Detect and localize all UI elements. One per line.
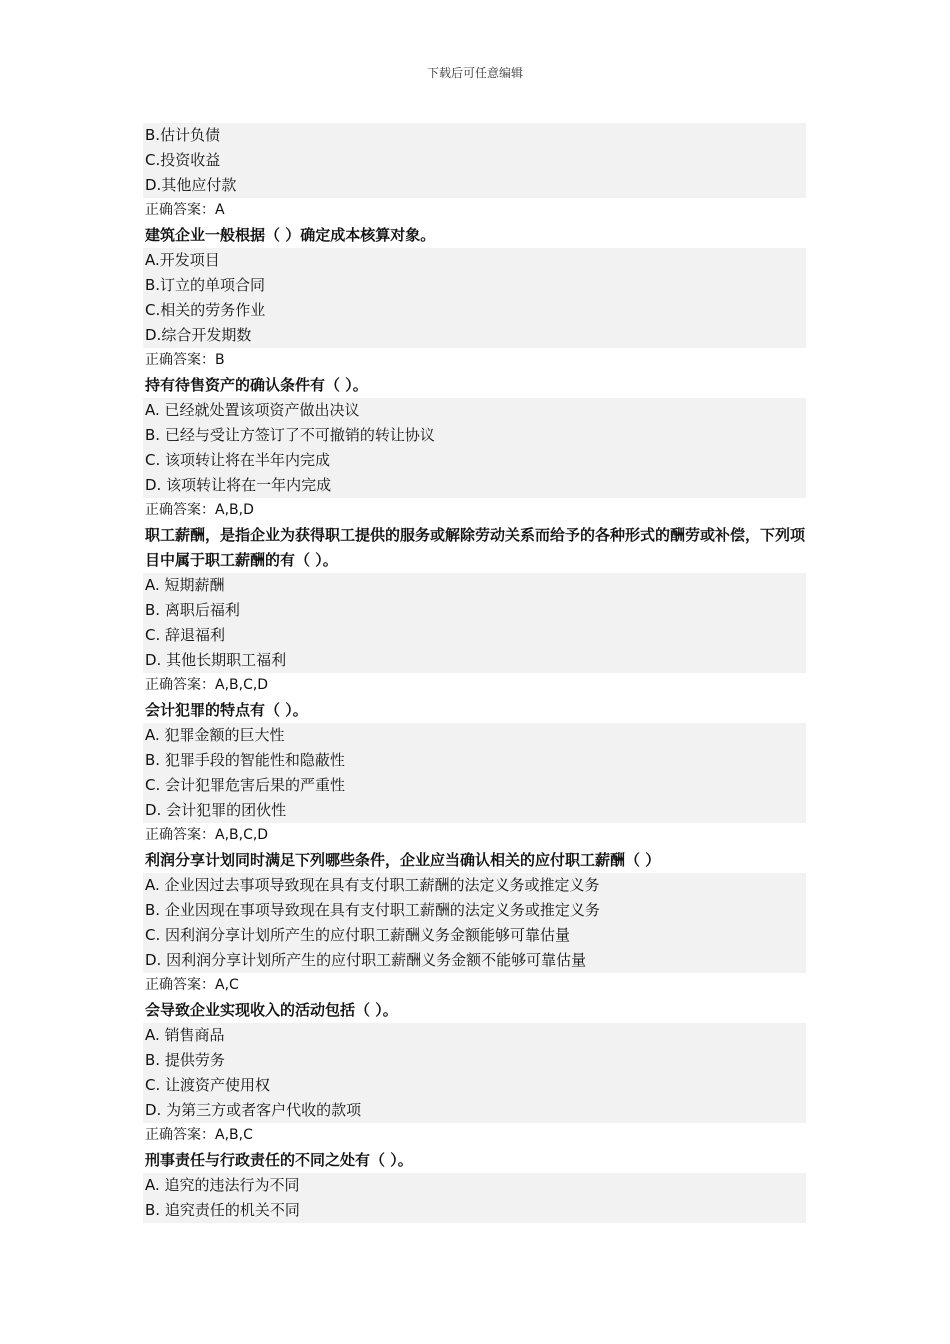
option-item: D. 该项转让将在一年内完成 xyxy=(145,476,332,494)
question-block xyxy=(143,123,806,223)
question-list xyxy=(143,123,806,1223)
options-list xyxy=(143,248,806,348)
options-list xyxy=(143,123,806,198)
question-block xyxy=(143,223,806,373)
options-list xyxy=(143,398,806,498)
question-text: 利润分享计划同时满足下列哪些条件，企业应当确认相关的应付职工薪酬（ ） xyxy=(145,851,661,869)
correct-answer: 正确答案：A,B,C xyxy=(145,1127,253,1143)
option-item: A. 已经就处置该项资产做出决议 xyxy=(145,401,360,419)
correct-answer: 正确答案：A,C xyxy=(145,977,239,993)
option-item: B.订立的单项合同 xyxy=(145,276,266,294)
question-block xyxy=(143,523,806,698)
option-item: C. 因利润分享计划所产生的应付职工薪酬义务金额能够可靠估量 xyxy=(145,926,571,944)
option-item: B. 提供劳务 xyxy=(145,1051,225,1069)
question-block xyxy=(143,373,806,523)
question-text: 持有待售资产的确认条件有（ ）。 xyxy=(145,376,368,394)
options-list xyxy=(143,1023,806,1123)
option-item: B. 犯罪手段的智能性和隐蔽性 xyxy=(145,751,345,769)
options-list xyxy=(143,573,806,673)
question-block xyxy=(143,698,806,848)
options-list xyxy=(143,1173,806,1223)
question-text: 刑事责任与行政责任的不同之处有（ ）。 xyxy=(145,1151,413,1169)
question-block xyxy=(143,848,806,998)
question-block xyxy=(143,998,806,1148)
option-item: B. 离职后福利 xyxy=(145,601,240,619)
option-item: D.综合开发期数 xyxy=(145,326,252,344)
correct-answer: 正确答案：A,B,C,D xyxy=(145,677,269,693)
option-item: D. 会计犯罪的团伙性 xyxy=(145,801,287,819)
option-item: A. 短期薪酬 xyxy=(145,576,225,594)
option-item: D.其他应付款 xyxy=(145,176,237,194)
option-item: D. 因利润分享计划所产生的应付职工薪酬义务金额不能够可靠估量 xyxy=(145,951,587,969)
option-item: A.开发项目 xyxy=(145,251,220,269)
option-item: A. 追究的违法行为不同 xyxy=(145,1176,300,1194)
option-item: C. 会计犯罪危害后果的严重性 xyxy=(145,776,346,794)
option-item: C. 让渡资产使用权 xyxy=(145,1076,271,1094)
options-list xyxy=(143,873,806,973)
correct-answer: 正确答案：B xyxy=(145,352,225,368)
option-item: A. 销售商品 xyxy=(145,1026,225,1044)
question-text: 会导致企业实现收入的活动包括（ ）。 xyxy=(145,1001,398,1019)
question-text: 建筑企业一般根据（ ）确定成本核算对象。 xyxy=(145,226,436,244)
option-item: B. 追究责任的机关不同 xyxy=(145,1201,300,1219)
option-item: D. 其他长期职工福利 xyxy=(145,651,287,669)
option-item: C. 辞退福利 xyxy=(145,626,226,644)
option-item: D. 为第三方或者客户代收的款项 xyxy=(145,1101,362,1119)
question-text: 会计犯罪的特点有（ ）。 xyxy=(145,701,308,719)
option-item: B. 已经与受让方签订了不可撤销的转让协议 xyxy=(145,426,435,444)
options-list xyxy=(143,723,806,823)
option-item: A. 犯罪金额的巨大性 xyxy=(145,726,285,744)
correct-answer: 正确答案：A xyxy=(145,202,225,218)
option-item: C.相关的劳务作业 xyxy=(145,301,266,319)
option-item: B.估计负债 xyxy=(145,126,221,144)
page-header: 下载后可任意编辑 xyxy=(426,66,523,80)
option-item: C. 该项转让将在半年内完成 xyxy=(145,451,331,469)
correct-answer: 正确答案：A,B,C,D xyxy=(145,827,269,843)
option-item: A. 企业因过去事项导致现在具有支付职工薪酬的法定义务或推定义务 xyxy=(145,876,600,894)
option-item: C.投资收益 xyxy=(145,151,221,169)
correct-answer: 正确答案：A,B,D xyxy=(145,502,254,518)
question-text: 职工薪酬，是指企业为获得职工提供的服务或解除劳动关系而给予的各种形式的酬劳或补偿，下列项目中属于职工薪酬的有（ ）。 xyxy=(145,526,806,569)
option-item: B. 企业因现在事项导致现在具有支付职工薪酬的法定义务或推定义务 xyxy=(145,901,600,919)
question-block xyxy=(143,1148,806,1223)
